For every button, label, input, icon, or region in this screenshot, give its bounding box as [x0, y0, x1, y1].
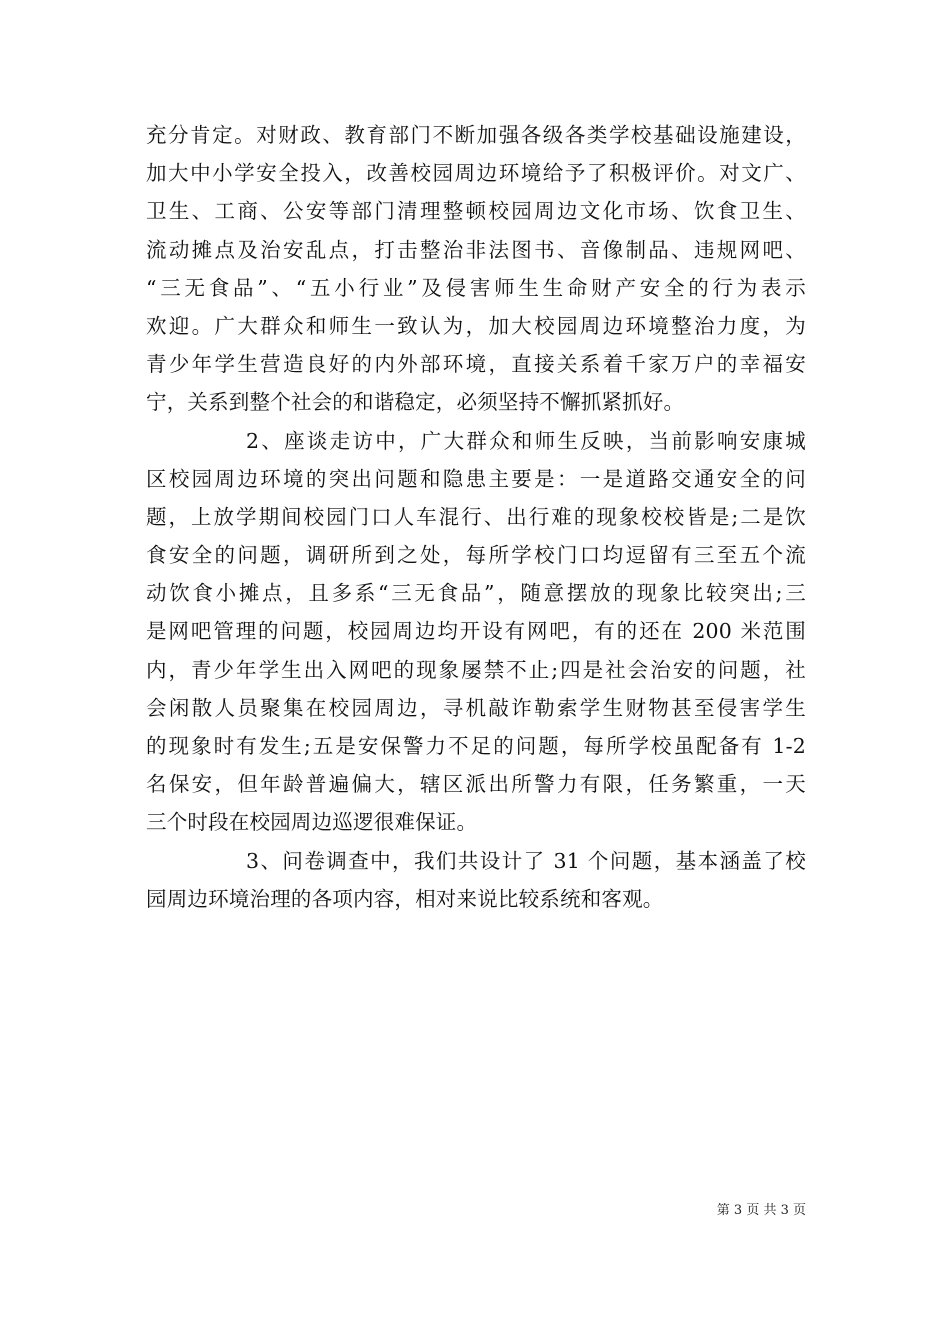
text-line: 区校园周边环境的突出问题和隐患主要是：一是道路交通安全的问 — [146, 466, 806, 491]
paragraph-3-first-line: 3、问卷调查中，我们共设计了 31 个问题，基本涵盖了校 — [246, 848, 806, 873]
text-line: “三无食品”、“五小行业”及侵害师生生命财产安全的行为表示 — [146, 275, 806, 300]
page-number-footer: 第 3 页 共 3 页 — [716, 1203, 806, 1218]
text-line: 会闲散人员聚集在校园周边，寻机敲诈勒索学生财物甚至侵害学生 — [146, 695, 806, 720]
text-line: 食安全的问题，调研所到之处，每所学校门口均逗留有三至五个流 — [146, 543, 806, 568]
text-line: 加大中小学安全投入，改善校园周边环境给予了积极评价。对文广、 — [146, 161, 806, 186]
text-line: 卫生、工商、公安等部门清理整顿校园周边文化市场、饮食卫生、 — [146, 199, 806, 224]
text-line: 动饮食小摊点，且多系“三无食品”，随意摆放的现象比较突出;三 — [146, 581, 806, 606]
text-line: 题，上放学期间校园门口人车混行、出行难的现象校校皆是;二是饮 — [146, 504, 806, 529]
text-line: 三个时段在校园周边巡逻很难保证。 — [146, 810, 478, 835]
text-line: 欢迎。广大群众和师生一致认为，加大校园周边环境整治力度，为 — [146, 313, 806, 338]
text-line: 园周边环境治理的各项内容，相对来说比较系统和客观。 — [146, 886, 664, 911]
text-line: 充分肯定。对财政、教育部门不断加强各级各类学校基础设施建设， — [146, 123, 806, 147]
text-line: 名保安，但年龄普遍偏大，辖区派出所警力有限，任务繁重，一天 — [146, 772, 806, 797]
text-line: 是网吧管理的问题，校园周边均开设有网吧，有的还在 200 米范围 — [146, 619, 806, 644]
paragraph-2-first-line: 2、座谈走访中，广大群众和师生反映，当前影响安康城 — [246, 428, 806, 453]
text-line: 流动摊点及治安乱点，打击整治非法图书、音像制品、违规网吧、 — [146, 237, 806, 262]
text-line: 内，青少年学生出入网吧的现象屡禁不止;四是社会治安的问题，社 — [146, 657, 806, 682]
text-line: 宁，关系到整个社会的和谐稳定，必须坚持不懈抓紧抓好。 — [146, 390, 685, 415]
body-text — [146, 116, 806, 918]
text-line: 的现象时有发生;五是安保警力不足的问题，每所学校虽配备有 1-2 — [146, 734, 806, 758]
text-line: 青少年学生营造良好的内外部环境，直接关系着千家万户的幸福安 — [146, 352, 806, 377]
